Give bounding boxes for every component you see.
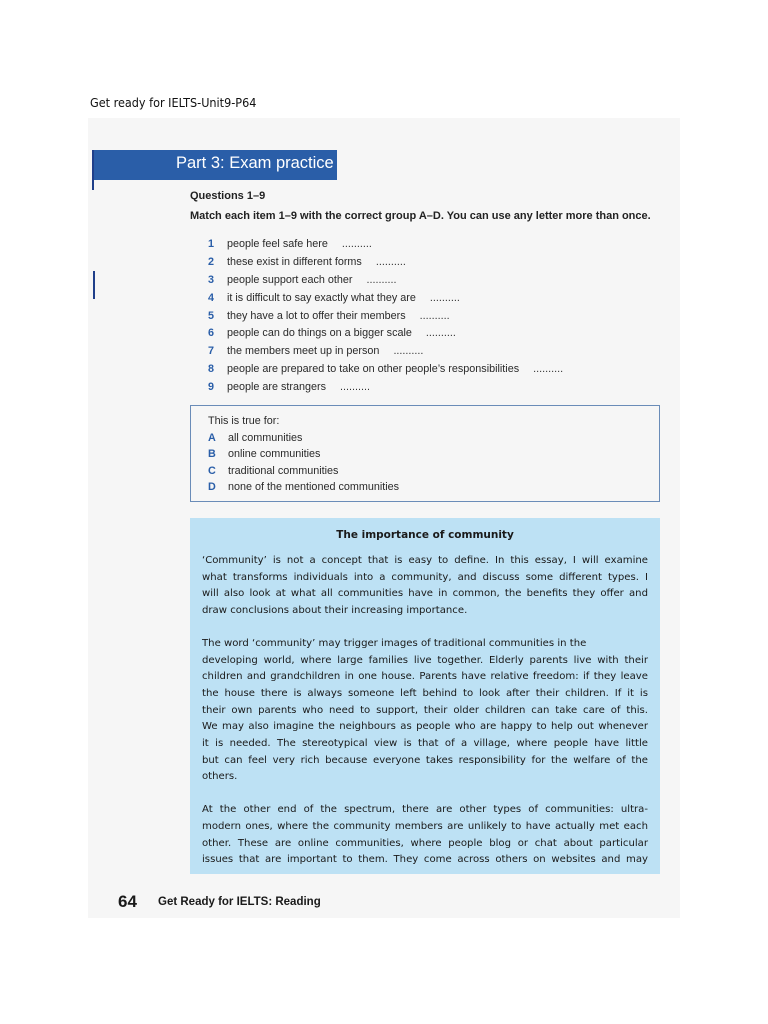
option-row: [208, 465, 659, 482]
answer-blank: ..........: [366, 273, 397, 286]
reading-passage: [190, 518, 660, 874]
answer-blank: ..........: [419, 309, 450, 322]
item-text: these exist in different forms: [227, 255, 362, 268]
answer-blank: ..........: [375, 255, 406, 268]
passage-line: it is needed. The stereotypical view is that of a village, where people have little: [202, 738, 648, 750]
passage-line: issues that are important to them. They come across others on websites and may: [202, 854, 648, 866]
passage-line: the house there is always someone left behind to look after their children. If it is: [202, 687, 648, 699]
questions-heading: Questions 1–9: [190, 190, 266, 202]
option-text: traditional communities: [228, 464, 339, 477]
item-number: 3: [208, 273, 215, 286]
item-text: they have a lot to offer their members: [227, 309, 406, 322]
answer-blank: ..........: [429, 291, 460, 304]
list-item: [208, 274, 563, 292]
list-item: [208, 327, 563, 345]
answer-blank: ..........: [533, 363, 564, 376]
option-letter: D: [208, 481, 216, 493]
item-number: 6: [208, 327, 215, 340]
section-banner: Part 3: Exam practice: [94, 150, 337, 180]
passage-line: will also look at what all communities have in common, the benefits they offer and: [202, 588, 648, 600]
passage-paragraph: [202, 553, 648, 620]
passage-title: The importance of community: [336, 529, 514, 541]
passage-line: what transforms individuals into a community, and discuss some different types. I: [202, 571, 648, 583]
passage-paragraph: [202, 636, 648, 786]
passage-line: but can feel very rich because everyone takes responsibility for the welfare of the: [202, 754, 648, 766]
item-number: 8: [208, 363, 215, 376]
option-row: [208, 448, 659, 465]
answer-blank: ..........: [341, 238, 372, 250]
passage-line: developing world, where large families live together. Elderly parents live with their: [202, 654, 648, 666]
option-row: [208, 481, 659, 498]
passage-paragraph: [202, 802, 648, 869]
answer-blank: ..........: [425, 327, 456, 340]
answer-blank: ..........: [393, 345, 424, 358]
option-row: [208, 432, 659, 449]
passage-line: We may also imagine the neighbours as people who are happy to help out whenever: [202, 721, 648, 733]
list-item: [208, 256, 563, 274]
list-item: [208, 292, 563, 310]
options-lead: This is true for:: [208, 415, 280, 427]
item-number: 9: [208, 381, 215, 394]
answer-blank: ..........: [340, 381, 371, 394]
passage-line: other. These are online communities, where people blog or chat about particular: [202, 837, 648, 849]
option-letter: A: [208, 431, 216, 444]
passage-line: ‘Community’ is not a concept that is easy to define. In this essay, I will examine: [202, 555, 648, 566]
document-caption: Get ready for IELTS-Unit9-P64: [90, 95, 257, 110]
item-text: the members meet up in person: [227, 345, 380, 358]
margin-mark: [93, 271, 95, 299]
option-letter: C: [208, 464, 216, 477]
item-text: people are strangers: [227, 381, 327, 394]
list-item: [208, 238, 563, 256]
question-list: [208, 238, 563, 399]
passage-line: their own parents who need to support, their older children can take care of this.: [202, 704, 648, 716]
passage-line: The word ‘community’ may trigger images of traditional communities in the: [202, 637, 587, 649]
passage-line: At the other end of the spectrum, there are other types of communities: ultra-: [202, 804, 648, 816]
page-number: 64: [118, 892, 137, 911]
answer-options-box: [190, 405, 660, 502]
option-letter: B: [208, 448, 216, 460]
passage-line: children and grandchildren in one house. Parents have relative freedom: if they leave: [202, 671, 648, 683]
item-number: 4: [208, 291, 215, 304]
option-text: none of the mentioned communities: [228, 481, 400, 493]
book-title: Get Ready for IELTS: Reading: [158, 896, 321, 908]
item-number: 7: [208, 345, 215, 358]
list-item: [208, 310, 563, 328]
list-item: [208, 363, 563, 381]
passage-line: modern ones, where the community members are unlikely to have actually met each: [202, 820, 648, 832]
option-text: all communities: [228, 431, 303, 444]
item-text: it is difficult to say exactly what they are: [227, 291, 416, 304]
list-item: [208, 345, 563, 363]
item-number: 2: [208, 255, 215, 268]
passage-line: draw conclusions about their increasing importance.: [202, 605, 468, 617]
item-number: 1: [208, 238, 215, 250]
item-text: people are prepared to take on other people’s responsibilities: [227, 363, 520, 376]
passage-line: others.: [202, 771, 238, 783]
list-item: [208, 381, 563, 399]
instruction-text: Match each item 1–9 with the correct group A–D. You can use any letter more than once.: [190, 210, 651, 222]
item-number: 5: [208, 309, 215, 322]
option-text: online communities: [228, 448, 321, 460]
item-text: people support each other: [227, 273, 353, 286]
item-text: people feel safe here: [227, 238, 328, 250]
item-text: people can do things on a bigger scale: [227, 327, 412, 340]
